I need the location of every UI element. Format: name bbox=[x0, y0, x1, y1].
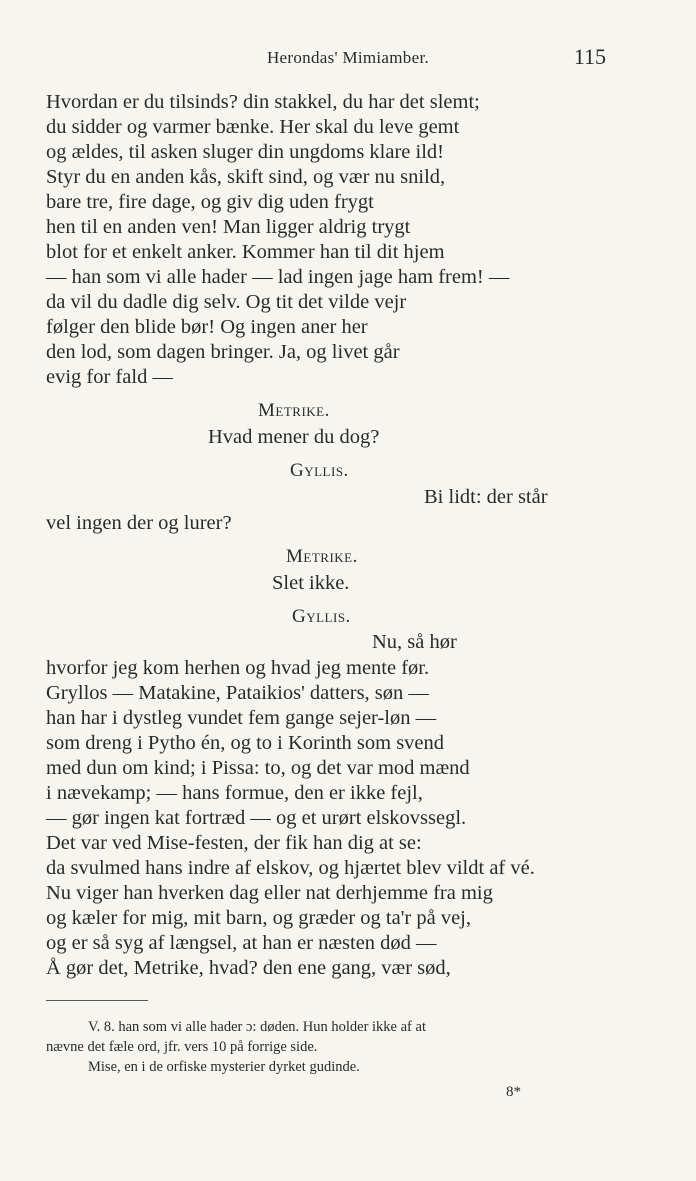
verse-line: Å gør det, Metrike, hvad? den ene gang, vær sød, bbox=[46, 957, 451, 979]
verse-line: du sidder og varmer bænke. Her skal du leve gemt bbox=[46, 116, 460, 138]
poem-part-2 bbox=[46, 656, 606, 981]
speaker-label: Gyllis. bbox=[290, 460, 349, 481]
verse-line: Styr du en anden kås, skift sind, og vær nu snild, bbox=[46, 166, 446, 188]
dialogue-line: Bi lidt: der står bbox=[424, 486, 548, 508]
verse-line: — gør ingen kat fortræd — og et urørt elskovssegl. bbox=[46, 807, 467, 829]
page-number: 115 bbox=[573, 44, 606, 69]
dialogue-line: Slet ikke. bbox=[272, 572, 350, 594]
verse-line: hvorfor jeg kom herhen og hvad jeg mente før. bbox=[46, 657, 430, 679]
dialogue-line: vel ingen der og lurer? bbox=[46, 512, 232, 534]
verse-line: bare tre, fire dage, og giv dig uden frygt bbox=[46, 191, 374, 213]
verse-line: han har i dystleg vundet fem gange sejer-løn — bbox=[46, 707, 437, 729]
header-title: Herondas' Mimiamber. bbox=[266, 48, 430, 67]
verse-line: med dun om kind; i Pissa: to, og det var mod mænd bbox=[46, 757, 470, 779]
speaker-label: Gyllis. bbox=[292, 606, 351, 627]
verse-line: hen til en anden ven! Man ligger aldrig trygt bbox=[46, 216, 411, 238]
dialogue-line: Nu, så hør bbox=[372, 631, 457, 653]
footnote-line: V. 8. han som vi alle hader ɔ: døden. Hun holder ikke af at bbox=[88, 1019, 426, 1035]
verse-line: følger den blide bør! Og ingen aner her bbox=[46, 316, 368, 338]
verse-line: blot for et enkelt anker. Kommer han til dit hjem bbox=[46, 241, 445, 263]
verse-line: Nu viger han hverken dag eller nat derhjemme fra mig bbox=[46, 882, 493, 904]
verse-line: og ældes, til asken sluger din ungdoms klare ild! bbox=[46, 141, 444, 163]
speaker-label: Metrike. bbox=[258, 400, 330, 421]
verse-line: og er så syg af længsel, at han er næsten død — bbox=[46, 932, 437, 954]
footnotes bbox=[46, 1017, 626, 1077]
verse-line: evig for fald — bbox=[46, 366, 173, 388]
footnote-line: nævne det fæle ord, jfr. vers 10 på forrige side. bbox=[46, 1039, 318, 1055]
verse-line: Hvordan er du tilsinds? din stakkel, du har det slemt; bbox=[46, 91, 480, 113]
footnote-divider bbox=[46, 1000, 148, 1001]
dialogue-line: Hvad mener du dog? bbox=[208, 426, 380, 448]
printer-signature: 8* bbox=[506, 1084, 521, 1100]
verse-line: Gryllos — Matakine, Pataikios' datters, søn — bbox=[46, 682, 429, 704]
speaker-label: Metrike. bbox=[286, 546, 358, 567]
verse-line: da vil du dadle dig selv. Og tit det vilde vejr bbox=[46, 291, 407, 313]
verse-line: den lod, som dagen bringer. Ja, og livet går bbox=[46, 341, 400, 363]
poem-part-1 bbox=[46, 90, 606, 390]
verse-line: som dreng i Pytho én, og to i Korinth som svend bbox=[46, 732, 445, 754]
verse-line: Det var ved Mise-festen, der fik han dig at se: bbox=[46, 832, 422, 854]
verse-line: da svulmed hans indre af elskov, og hjærtet blev vildt af vé. bbox=[46, 857, 535, 879]
footnote-line: Mise, en i de orfiske mysterier dyrket gudinde. bbox=[88, 1059, 360, 1075]
verse-line: — han som vi alle hader — lad ingen jage ham frem! — bbox=[46, 266, 510, 288]
verse-line: i nævekamp; — hans formue, den er ikke fejl, bbox=[46, 782, 423, 804]
verse-line: og kæler for mig, mit barn, og græder og ta'r på vej, bbox=[46, 907, 471, 929]
